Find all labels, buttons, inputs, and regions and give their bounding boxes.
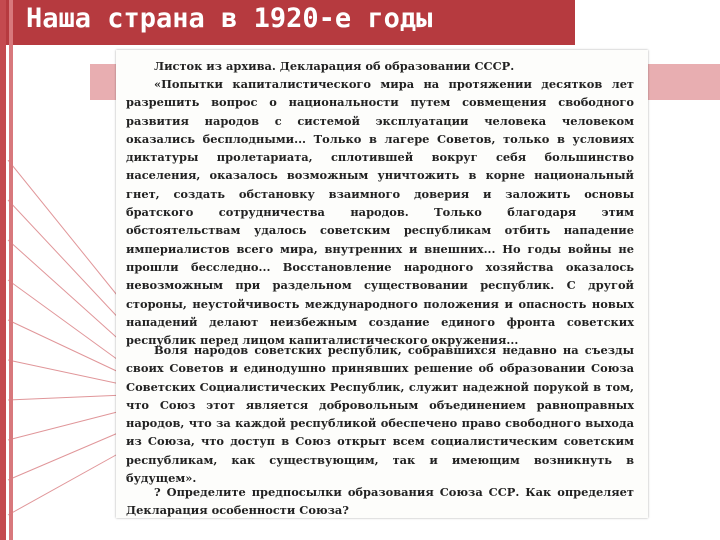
document-heading: Листок из архива. Декларация об образовании СССР.: [154, 59, 515, 73]
title-bar: [0, 0, 575, 45]
document-paragraph-1: «Попытки капиталистического мира на протяжении десятков лет разрешить вопрос о национальности путем совмещения свободного развития народов с системой эксплуатации человека человеком оказались бесплодными... Только в лагере Советов, только в условиях диктатуры пролетариата, сплотившей вокруг себя большинство населения, оказалось возможным уничтожить в корне национальный гнет, создать обстановку взаимного доверия и заложить основы братского сотрудничества народов. Только благодаря этим обстоятельствам удалось советским республикам отбить нападение империалистов всего мира, внутренних и внешних... Но годы войны не прошли бесследно... Восстановление народного хозяйства оказалось невозможным при раздельном существовании республик. С другой стороны, неустойчивость международного положения и опасность новых нападений делают неизбежным создание единого фронта советских республик перед лицом капиталистического окружения...: [126, 77, 634, 348]
document-paragraph-2: Воля народов советских республик, собравшихся недавно на съезды своих Советов и единодушно принявших решение об образовании Союза Советских Социалистических Республик, служит надежной порукой в том, что Союз этот является добровольным объединением равноправных народов, что за каждой республикой обеспечено право свободного выхода из Союза, что доступ в Союз открыт всем социалистическим советским республикам, как существующим, так и имеющим возникнуть в будущем».: [126, 343, 634, 486]
decorative-fan-lines: [0, 160, 130, 520]
document-question: ? Определите предпосылки образования Союза ССР. Как определяет Декларация особенности Союза?: [126, 485, 634, 518]
archive-document: [116, 50, 648, 518]
slide-title: Наша страна в 1920-е годы: [26, 3, 433, 34]
